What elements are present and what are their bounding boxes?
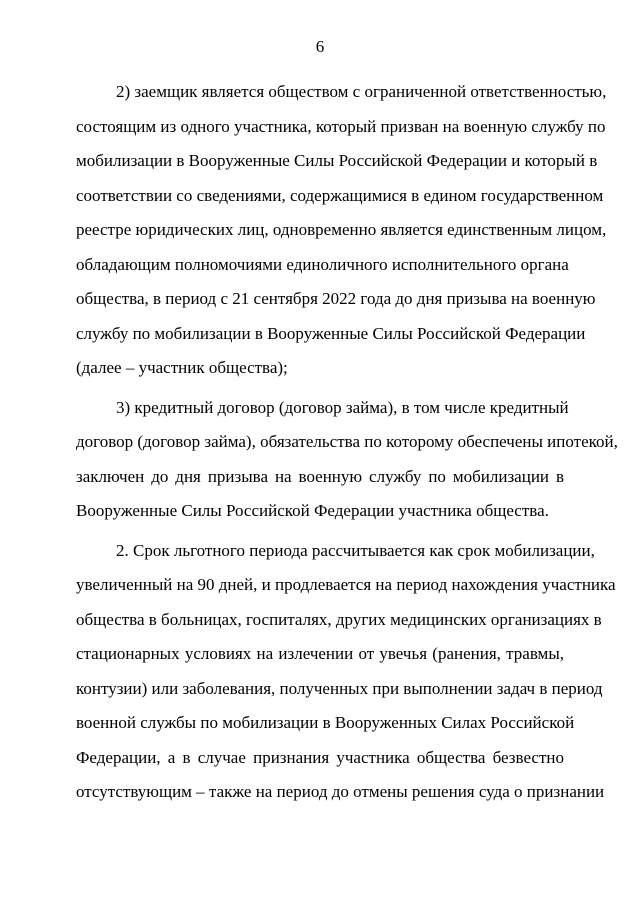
text-line: состоящим из одного участника, который призван на военную службу по [76, 116, 606, 136]
paragraph-clause-2 [76, 534, 616, 810]
text-line: мобилизации в Вооруженные Силы Российской Федерации и который в [76, 151, 598, 170]
text-line: стационарных условиях на излечении от увечья (ранения, травмы, [76, 644, 564, 663]
text-line: Вооруженные Силы Российской Федерации участника общества. [76, 501, 549, 520]
text-line: 2. Срок льготного периода рассчитывается как срок мобилизации, [116, 540, 595, 560]
text-line: обладающим полномочиями единоличного исполнительного органа [76, 254, 569, 274]
text-line: соответствии со сведениями, содержащимися в едином государственном [76, 185, 604, 205]
text-line: отсутствующим – также на период до отмены решения суда о признании [76, 782, 605, 801]
document-body [76, 75, 618, 810]
text-line: службу по мобилизации в Вооруженные Силы Российской Федерации [76, 323, 586, 343]
paragraph-item-2 [76, 75, 607, 386]
text-line: договор (договор займа), обязательства по которому обеспечены ипотекой, [76, 432, 618, 451]
text-line: Федерации, а в случае признания участника общества безвестно [76, 747, 564, 767]
text-line: общества в больницах, госпиталях, других медицинских организациях в [76, 609, 602, 629]
text-line: общества, в период с 21 сентября 2022 года до дня призыва на военную [76, 289, 596, 308]
text-line: увеличенный на 90 дней, и продлевается на период нахождения участника [76, 575, 616, 594]
text-line: (далее – участник общества); [76, 358, 288, 377]
page-number: 6 [315, 37, 325, 56]
text-line: реестре юридических лиц, одновременно является единственным лицом, [76, 220, 607, 239]
text-line: контузии) или заболевания, полученных при выполнении задач в период [76, 678, 603, 698]
text-line: 3) кредитный договор (договор займа), в том числе кредитный [116, 397, 569, 417]
text-line: заключен до дня призыва на военную службу по мобилизации в [76, 466, 564, 486]
text-line: военной службы по мобилизации в Вооруженных Силах Российской [76, 713, 575, 732]
paragraph-item-3 [76, 391, 618, 529]
text-line: 2) заемщик является обществом с ограниченной ответственностью, [116, 82, 607, 101]
